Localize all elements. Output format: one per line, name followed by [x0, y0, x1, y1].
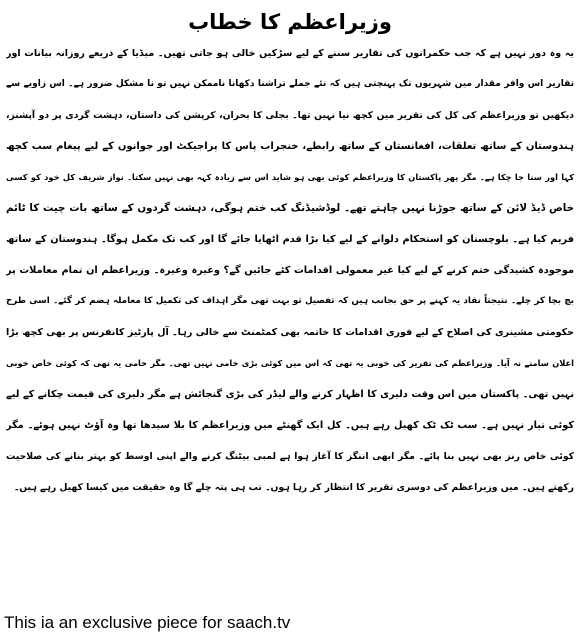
- article-line: کوئی خاص رنز بھی نہیں بنا پائے۔ مگر ابھی اننگز کا آغاز ہوا ہے لمبی بیٹنگ کرنے والے اپنی اوسط کو بہتر بنانے کی صلاحیت: [6, 451, 574, 462]
- article-line: نہیں تھی۔ پاکستان میں اس وقت دلیری کا اظہار کرنے والے لیڈر کی بڑی گنجائش ہے مگر دلیری کی قیمت چکانے کے لیے: [6, 389, 574, 400]
- article-line: تقاریر اس وافر مقدار میں شہریوں تک پہنچتی ہیں کہ نئے جملے تراشنا دکھانا ناممکن نہیں تو نا مشکل ضرور ہے۔ اس زاویے سے: [6, 79, 574, 89]
- article-line: اعلان سامنے نہ آیا۔ وزیراعظم کی تقریر کی خوبی یہ تھی کہ اس میں کوئی بڑی خامی نہیں تھی۔ مگر خامی یہ تھی کہ کوئی خاص خوبی: [6, 358, 574, 368]
- article-line: رکھتے ہیں۔ میں وزیراعظم کی دوسری تقریر کا انتظار کر رہا ہوں۔ تب ہی پتہ چلے گا وہ حقیقت میں کیسا کھیل رہے ہیں۔: [13, 482, 574, 493]
- article-body: [6, 38, 574, 503]
- article-line: خاص ڈیڈ لائن کے ساتھ جوڑنا نہیں چاہتے تھے۔ لوڈشیڈنگ کب ختم ہوگی، دہشت گردوں کے ساتھ بات چیت کا ٹائم: [6, 202, 574, 214]
- article-line: بچ بچا کر چلے۔ نتیجتاً نقاد یہ کہنے پر حق بجانب ہیں کہ تفصیل تو بہت تھی مگر اہداف کی تکمیل کا معاملہ ہضم کر گئے۔ اسی طرح: [6, 296, 574, 306]
- article-line: کوئی تیار نہیں ہے۔ سب ٹک ٹک کھیل رہے ہیں۔ کل ایک گھنٹے میں وزیراعظم کا بلا سیدھا تھا وہ آؤٹ نہیں ہوئے۔ مگر: [6, 420, 574, 431]
- article-line: دیکھیں تو وزیراعظم کی کل کی تقریر میں کچھ نیا نہیں تھا۔ بجلی کا بحران، کرپشن کی داستان، دہشت گردی پر دو آپشنز،: [6, 110, 574, 121]
- footer-credit: This ia an exclusive piece for saach.tv: [4, 613, 291, 632]
- article-line: موجودہ کشیدگی ختم کرنے کے لیے کیا غیر معمولی اقدامات کئے جائیں گے؟ وغیرہ وغیرہ۔ وزیراعظم ان تمام معاملات پر: [6, 265, 574, 276]
- article-title: وزیراعظم کا خطاب: [188, 10, 392, 34]
- article-line: حکومتی مشینری کی اصلاح کے لیے فوری اقدامات کا خاتمہ بھی کمٹمنٹ سے خالی رہا۔ آل پارٹیز کانفرنس پر بھی کچھ بڑا: [6, 327, 574, 338]
- article-line: ہندوستان کے ساتھ تعلقات، افغانستان کے ساتھ رابطے، خنجراب پاس کا پراجیکٹ اور جوانوں کے لیے پیغام سب کچھ: [6, 141, 574, 152]
- article-line: کہا اور سنا جا چکا ہے۔ مگر پھر پاکستان کا وزیراعظم کوئی بھی ہو شاید اس سے زیادہ کہہ بھی نہیں سکتا۔ نواز شریف کل خود کو کسی: [6, 172, 574, 182]
- article-line: فریم کیا ہے۔ بلوچستان کو استحکام دلوانے کے لیے کیا بڑا قدم اٹھایا جائے گا اور کب تک مکمل ہوگا۔ ہندوستان کے ساتھ: [6, 234, 574, 245]
- article-line: یہ وہ دور نہیں ہے کہ جب حکمرانوں کی تقاریر سننے کے لیے سڑکیں خالی ہو جاتی تھیں۔ میڈیا کے ذریعے روزانہ بیانات اور: [6, 48, 574, 59]
